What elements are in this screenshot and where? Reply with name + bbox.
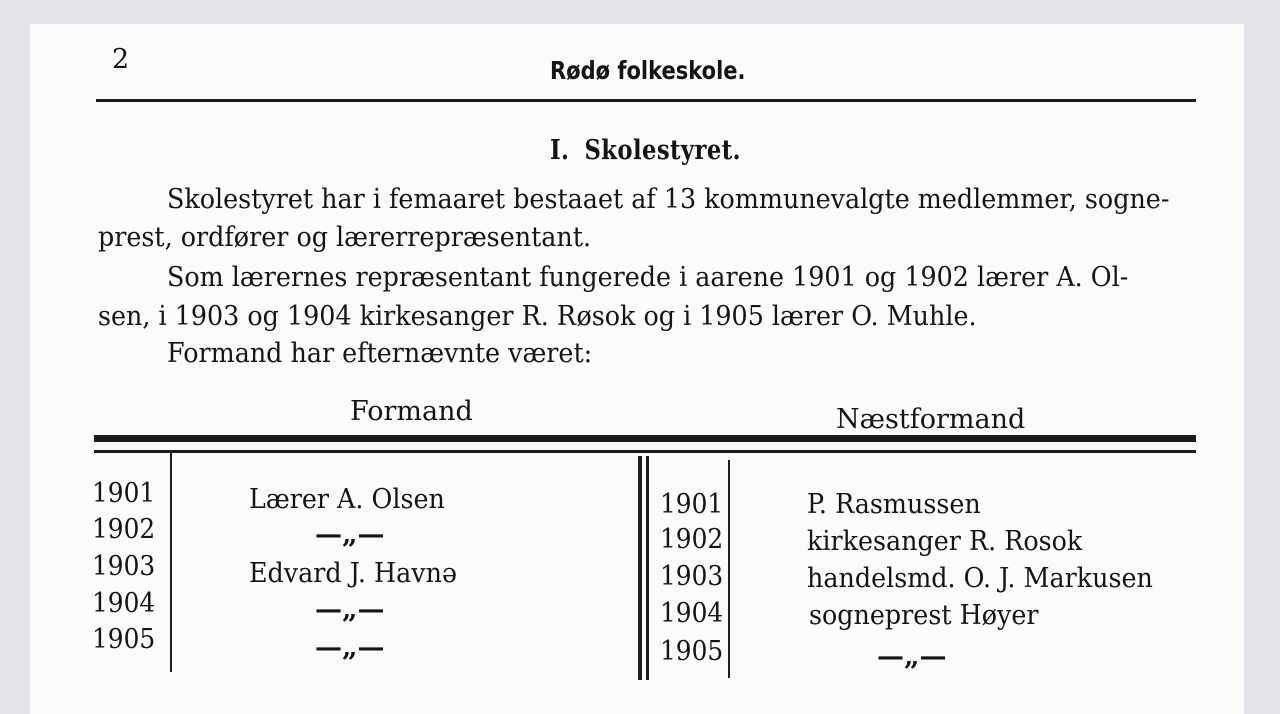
naestformand-name: handelsmd. O. J. Markusen bbox=[807, 563, 1153, 594]
naestformand-year: 1905 bbox=[660, 636, 724, 667]
column-divider-double bbox=[646, 456, 649, 680]
ditto-mark: —„— bbox=[315, 519, 385, 550]
ditto-mark: —„— bbox=[315, 594, 385, 625]
ditto-mark: —„— bbox=[877, 641, 947, 672]
formand-year: 1902 bbox=[92, 514, 156, 545]
ditto-mark: —„— bbox=[315, 632, 385, 663]
column-divider-double bbox=[638, 456, 642, 680]
paragraph-line: sen, i 1903 og 1904 kirkesanger R. Røsok og i 1905 lærer O. Muhle. bbox=[98, 301, 977, 332]
formand-year: 1905 bbox=[92, 624, 156, 655]
section-heading bbox=[550, 135, 741, 166]
section-title: Skolestyret. bbox=[584, 135, 741, 166]
table-rule-thick bbox=[94, 435, 1196, 442]
formand-column-header: Formand bbox=[350, 396, 473, 427]
formand-name: Edvard J. Havnə bbox=[249, 558, 458, 589]
formand-year: 1904 bbox=[92, 588, 156, 619]
column-divider bbox=[728, 460, 730, 678]
page-number: 2 bbox=[112, 44, 130, 75]
paragraph-line: Skolestyret har i femaaret bestaaet af 13 kommunevalgte medlemmer, sogne- bbox=[167, 184, 1170, 215]
column-divider bbox=[170, 450, 172, 672]
header-rule bbox=[96, 99, 1196, 102]
naestformand-year: 1901 bbox=[660, 489, 724, 520]
formand-name: Lærer A. Olsen bbox=[249, 484, 445, 515]
naestformand-year: 1902 bbox=[660, 524, 724, 555]
document-page bbox=[30, 24, 1244, 714]
formand-year: 1903 bbox=[92, 551, 156, 582]
paragraph-line: Formand har efternævnte været: bbox=[167, 338, 593, 369]
paragraph-line: Som lærernes repræsentant fungerede i aarene 1901 og 1902 lærer A. Ol- bbox=[167, 262, 1129, 293]
paragraph-line: prest, ordfører og lærerrepræsentant. bbox=[98, 222, 592, 253]
formand-year: 1901 bbox=[92, 478, 156, 509]
running-title: Rødø folkeskole. bbox=[550, 56, 746, 85]
naestformand-year: 1904 bbox=[660, 598, 724, 629]
naestformand-name: P. Rasmussen bbox=[807, 489, 981, 520]
naestformand-year: 1903 bbox=[660, 561, 724, 592]
naestformand-column-header: Næstformand bbox=[836, 404, 1026, 435]
naestformand-name: sogneprest Høyer bbox=[809, 600, 1039, 631]
section-number: I. bbox=[550, 135, 570, 166]
naestformand-name: kirkesanger R. Rosok bbox=[807, 526, 1083, 557]
table-rule-thin bbox=[94, 450, 1196, 453]
